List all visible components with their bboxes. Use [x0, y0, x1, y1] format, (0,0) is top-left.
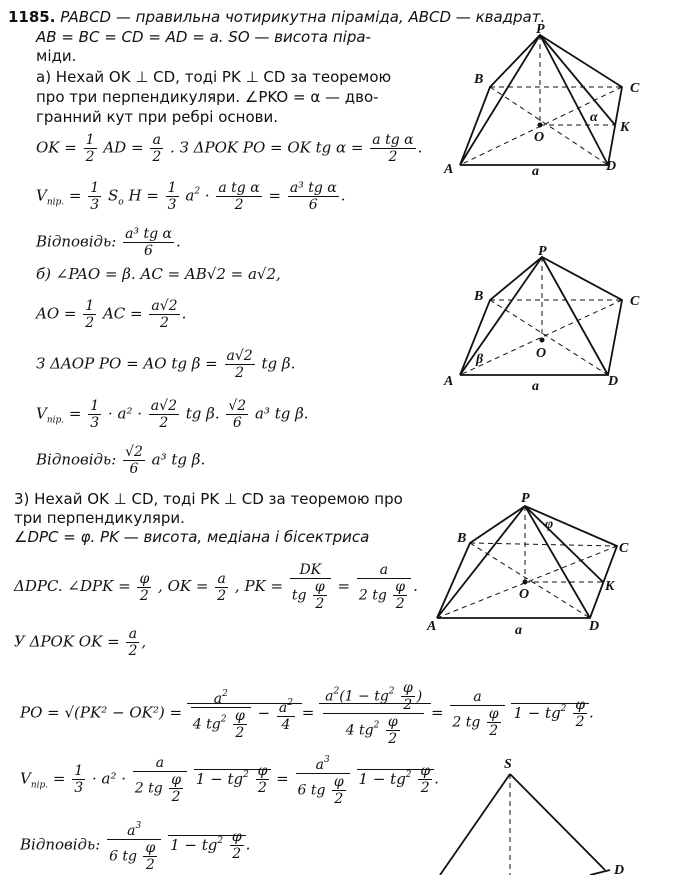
v-subscript: пір. — [46, 415, 65, 426]
fraction-third-2 — [166, 180, 179, 213]
fig3-label-a-side: a — [515, 623, 522, 638]
fig1-label-o: O — [534, 130, 545, 145]
fig3-label-c: C — [619, 541, 629, 556]
part-b-volume-formula — [36, 398, 309, 431]
cube: 3 — [323, 755, 330, 765]
den: 2 — [403, 697, 413, 713]
num: φ — [234, 708, 245, 724]
num: √2 — [228, 398, 247, 414]
radical-2 — [319, 680, 431, 747]
fig2-label-d: D — [608, 374, 619, 389]
num: a tg α — [218, 180, 260, 196]
fraction-sqrt2-over-6 — [226, 398, 248, 431]
den: 2 — [234, 197, 244, 213]
den: 2 — [575, 714, 585, 730]
equals: = — [268, 186, 282, 205]
part-a-line-3: гранний кут при ребрі основи. — [36, 108, 278, 126]
num: a — [215, 571, 228, 588]
part-b-po-formula — [36, 348, 295, 381]
phi-half — [332, 774, 346, 807]
fig2-label-a-side: a — [532, 379, 539, 394]
problem-line-3: міди. — [36, 47, 77, 65]
triangle-text: . З ΔPOK PO = OK tg α = — [170, 138, 364, 157]
den — [133, 772, 187, 805]
fraction-a-over-2 — [150, 132, 163, 165]
num: DK — [290, 562, 331, 579]
problem-line-1: PABCD — правильна чотирикутна піраміда, ABCD — квадрат. — [60, 8, 546, 26]
num: φ — [171, 771, 182, 788]
num: a — [357, 562, 411, 579]
den — [191, 708, 251, 741]
s-subscript: o — [118, 197, 124, 208]
num: φ — [314, 579, 325, 595]
pk-text: , PK = — [234, 577, 284, 595]
a: a — [127, 823, 136, 839]
den: 2 — [145, 857, 155, 873]
num — [107, 818, 161, 840]
fig1-label-a: A — [444, 162, 454, 177]
problem-header — [8, 8, 545, 26]
den: 2 — [85, 315, 95, 331]
radical — [357, 763, 435, 796]
num: φ — [145, 840, 156, 856]
fraction-asqrt2-over-2 — [149, 298, 179, 331]
fraction-atga-over-2b — [216, 180, 261, 213]
a3tgb-text: a³ tg β. — [255, 404, 309, 423]
part-a-answer: Відповідь: $\frac{\text{a³ tg α}}{6}$ . — [36, 226, 181, 259]
four-tg: 4 tg — [345, 722, 374, 739]
pyramid-figure-1 — [440, 22, 665, 185]
sq: 2 — [220, 714, 227, 725]
fig2-label-b: B — [474, 289, 484, 304]
answer-tail: a³ tg β. — [151, 450, 206, 469]
fig1-label-k: K — [620, 120, 630, 135]
fraction-phi-over-2c — [393, 579, 407, 612]
tg: tg — [291, 587, 307, 604]
num: 1 — [74, 763, 84, 779]
phi-half — [573, 697, 587, 730]
den — [450, 706, 504, 739]
fraction-phi-over-2 — [137, 571, 151, 604]
den — [323, 714, 424, 747]
fig3-label-phi: φ — [545, 517, 554, 532]
part-b-line-1: б) ∠PAO = β. AC = AB√2 = a√2, — [36, 265, 281, 283]
den: 3 — [167, 197, 177, 213]
num: φ — [257, 763, 268, 779]
a: a — [213, 691, 223, 707]
num: a³ tg α — [289, 180, 337, 196]
po-text: PO = √(PK² − OK²) = — [20, 703, 183, 722]
num — [277, 695, 295, 717]
den — [107, 840, 161, 873]
fraction-a-over-2 — [126, 626, 139, 659]
one-minus: 1 − tg — [513, 703, 561, 722]
num: a√2 — [151, 298, 178, 314]
fig3-label-a: A — [427, 619, 437, 634]
num: φ — [395, 579, 406, 595]
part-c-dpk-formula: ΔDPC. ∠DPK = $\frac{\varphi}{2}$ , OK = $\frac{a}{2}$ , PK = DK tg $\frac{\varphi}{2}$ = a 2 tg $\frac{\varphi}{2}$ . — [14, 562, 418, 612]
fraction-a-over-2tg — [450, 689, 504, 739]
den: 6 — [232, 415, 242, 431]
part-c-volume-formula: $V_{пір.}$ = $\frac{1}{3}$ · a² · a 2 tg $\frac{\varphi}{2}$ $1 - tg^2$ $\frac{\varphi}{2}$ = $a^3$ 6 tg $\frac{\varphi}{2}$ $1 - tg^2$ $\frac{\varphi}{2}$ . — [20, 752, 439, 807]
part-a-volume-formula: $V_{пір.}$ = $\frac{1}{3}$ $S_o$ H = $\frac{1}{3}$ $a^2$ · $\frac{\text{a tg α}}{2}$ = $\frac{\text{a³ tg α}}{6}$ . — [36, 180, 346, 213]
fig2-label-p: P — [538, 244, 547, 259]
den: 3 — [90, 415, 100, 431]
den: 2 — [334, 791, 344, 807]
fig3-label-o: O — [519, 587, 530, 602]
num: φ — [420, 763, 431, 779]
den: 2 — [85, 149, 95, 165]
pyramid-figure-2 — [440, 245, 665, 405]
num: φ — [575, 697, 585, 713]
num: φ — [488, 705, 499, 722]
fraction-a-over-2tg — [357, 562, 411, 612]
pyramid-figure-3 — [425, 488, 650, 643]
one-minus: 1 − tg — [358, 769, 406, 788]
den: 2 — [395, 596, 405, 612]
fig3-label-d: D — [589, 619, 600, 634]
equals: = — [68, 404, 82, 423]
ad-text: AD = — [103, 138, 144, 157]
v-subscript: пір. — [30, 780, 49, 791]
den: 6 — [144, 243, 153, 259]
fraction-asqrt2-over-2b — [225, 348, 255, 381]
fig4-label-d: D — [614, 863, 625, 875]
six-tg: 6 tg — [297, 782, 326, 799]
equals: = — [337, 577, 351, 595]
num: a — [133, 755, 187, 772]
num: φ — [231, 829, 242, 845]
sq: 2 — [243, 769, 249, 780]
num: 1 — [85, 132, 95, 148]
two-tg: 2 tg — [134, 780, 163, 796]
sq: 2 — [373, 720, 380, 731]
pyramid-figure-4 — [430, 752, 670, 875]
num: a√2 — [226, 348, 253, 364]
den: 2 — [232, 846, 242, 862]
tgb-text: tg β. — [261, 354, 296, 373]
aop-text: З ΔAOP PO = AO tg β = — [36, 354, 218, 373]
radical-1: $a^2$ 4 $tg^2$ $\frac{\varphi}{2}$ − $\frac{a^2}{4}$ — [187, 703, 302, 722]
num: a√2 — [150, 398, 177, 414]
fraction-phi-over-2b — [313, 579, 327, 612]
den — [296, 774, 350, 807]
phi-half — [487, 706, 501, 739]
radical-3 — [511, 697, 589, 730]
num: 1 — [90, 398, 100, 414]
den: 2 — [388, 731, 398, 747]
num: 1 — [167, 180, 177, 196]
part-c-pok-formula: У ΔPOK OK = $\frac{a}{2}$ , — [14, 626, 147, 659]
fraction-a-over-2 — [215, 571, 228, 604]
a: a — [315, 757, 324, 773]
part-c-line-2: три перпендикуляри. — [14, 509, 185, 527]
ok-lhs: OK = — [36, 138, 77, 157]
fraction-asqrt2-over-2c — [149, 398, 179, 431]
fig4-label-s: S — [504, 757, 512, 772]
radical — [168, 829, 246, 862]
den: 6 — [129, 461, 139, 477]
ok-text: , OK = — [158, 577, 209, 595]
part-c-answer: Відповідь: $a^3$ 6 tg $\frac{\varphi}{2}$ $1 - tg^2$ $\frac{\varphi}{2}$ . — [20, 818, 250, 873]
den: 2 — [420, 780, 430, 796]
num: φ — [387, 714, 398, 730]
two-tg: 2 tg — [358, 587, 387, 604]
phi-half — [169, 772, 183, 805]
cube: 3 — [135, 821, 142, 831]
answer-fraction — [123, 444, 145, 477]
num: a³ tg α — [125, 226, 172, 242]
fraction-third — [88, 398, 101, 431]
fraction-atga-over-2 — [370, 132, 415, 165]
part-a-ok-formula — [36, 132, 422, 165]
fraction-a-over-2tg — [133, 755, 187, 805]
den: 2 — [171, 788, 181, 805]
num: a tg α — [372, 132, 414, 148]
times-a2: · a² · — [91, 769, 127, 788]
den: 3 — [90, 197, 100, 213]
problem-line-2: AB = BC = CD = AD = a. SO — висота пірa- — [36, 28, 371, 46]
problem-number: 1185. — [8, 8, 56, 26]
den: 2 — [160, 315, 169, 331]
fig1-label-a-side: a — [532, 164, 539, 179]
fraction-a3-over-6tg — [296, 752, 350, 807]
num — [191, 686, 251, 708]
v-symbol: V — [36, 186, 47, 205]
fraction-a2-over-4 — [277, 695, 295, 733]
answer-fraction — [123, 226, 174, 259]
fig1-label-b: B — [474, 72, 484, 87]
den: 2 — [235, 365, 245, 381]
tgb-text: tg β. — [185, 404, 220, 423]
s-symbol: S — [107, 186, 119, 205]
fig3-label-p: P — [521, 491, 530, 506]
den: 2 — [217, 587, 227, 604]
fig1-label-d: D — [606, 159, 617, 174]
num: 1 — [90, 180, 100, 196]
fraction-third — [72, 763, 85, 796]
part-c-po-formula: PO = √(PK² − OK²) = $a^2$ 4 $tg^2$ $\frac{\varphi}{2}$ − $\frac{a^2}{4}$ = $a^2(1 - tg^2$ $\frac{\varphi}{2}$ ) 4 $tg^2$ $\frac{\varphi}{2}$ = a 2 tg $\frac{\varphi}{2}$ $1 - tg^2$ $\frac{\varphi}{2}$ . — [20, 680, 594, 747]
radical — [194, 763, 272, 796]
num: 1 — [85, 298, 95, 314]
den: 2 — [258, 780, 267, 796]
fig3-label-k: K — [605, 579, 615, 594]
phi-half — [233, 708, 247, 741]
fig2-label-c: C — [630, 294, 640, 309]
fig2-label-o: O — [536, 346, 547, 361]
part-a-line-2: про три перпендикуляри. ∠PKO = α — дво- — [36, 88, 379, 106]
den: 2 — [139, 587, 149, 604]
answer-label: Відповідь: — [20, 835, 101, 854]
den: 6 — [308, 197, 318, 213]
fig3-label-b: B — [457, 531, 467, 546]
fraction-result — [288, 180, 339, 213]
v-subscript: пір. — [46, 197, 65, 208]
sq: 2 — [388, 686, 395, 697]
ao-text: AO = — [36, 304, 77, 323]
a: a — [325, 688, 334, 705]
equals: = — [52, 769, 66, 788]
num: a — [450, 689, 504, 706]
den: 3 — [74, 780, 84, 796]
den: 4 — [281, 716, 291, 733]
two-tg: 2 tg — [452, 714, 481, 730]
one-minus: 1 − tg — [170, 835, 218, 854]
den — [357, 579, 411, 612]
fraction-dk-over-tg — [290, 562, 331, 612]
den: 2 — [235, 725, 245, 741]
fraction-half — [83, 298, 96, 331]
phi-half — [143, 840, 157, 873]
fraction-a2-over-4tg2 — [191, 686, 251, 741]
den — [290, 579, 331, 612]
sq: 2 — [222, 689, 228, 699]
fraction-big — [323, 680, 424, 747]
phi-half — [386, 714, 400, 747]
sq: 2 — [560, 703, 567, 714]
num: $a^2(1 - tg^2$ $\frac{\varphi}{2}$ ) — [325, 680, 423, 713]
den: 2 — [315, 596, 325, 612]
answer-label: Відповідь: — [36, 232, 117, 251]
h-text: H = — [128, 186, 159, 205]
pok-text: У ΔPOK OK = — [14, 632, 120, 651]
fig2-label-beta: β — [476, 352, 484, 367]
dot: . — [417, 138, 423, 157]
equals: = — [68, 186, 82, 205]
den: 2 — [388, 149, 398, 165]
phi-half — [256, 763, 270, 796]
den: 2 — [152, 149, 162, 165]
den: 2 — [128, 643, 138, 659]
num: a — [150, 132, 163, 149]
sq: 2 — [194, 186, 201, 197]
v-symbol: V — [20, 769, 31, 788]
num: φ — [402, 680, 413, 696]
a: a — [278, 699, 288, 716]
one-minus: 1 − tg — [195, 769, 244, 788]
num — [296, 752, 350, 774]
den: 2 — [489, 722, 499, 739]
num: a — [126, 626, 139, 643]
num: φ — [139, 570, 150, 587]
times-a2: · a² · — [107, 404, 143, 423]
part-c-line-3: ∠DPC = φ. PK — висота, медіана і бісектриса — [14, 528, 370, 546]
num: φ — [333, 774, 344, 790]
phi-half — [401, 680, 415, 713]
answer-label: Відповідь: — [36, 450, 117, 469]
fraction-half — [84, 132, 97, 165]
one-minus: 1 − tg — [344, 688, 389, 705]
fig1-label-c: C — [630, 81, 640, 96]
v-symbol: V — [36, 404, 47, 423]
den: 2 — [159, 415, 169, 431]
six-tg: 6 tg — [109, 848, 138, 865]
num: √2 — [125, 444, 143, 460]
sq: 2 — [287, 697, 293, 708]
part-b-ao-formula: AO = $\frac{1}{2}$ AC = $\frac{a√2}{2}$ . — [36, 298, 187, 331]
a-symbol: a — [185, 186, 195, 205]
fraction-third — [88, 180, 101, 213]
four-tg: 4 tg — [192, 716, 221, 733]
sq: 2 — [333, 686, 340, 697]
answer-fraction — [107, 818, 161, 873]
fig1-label-p: P — [536, 22, 545, 37]
ac-text: AC = — [102, 304, 143, 323]
sq: 2 — [217, 835, 224, 846]
phi-half — [230, 829, 244, 862]
fig1-label-alpha: α — [590, 110, 598, 125]
dpc-text: ΔDPC. ∠DPK = — [14, 577, 131, 595]
part-a-line-1: а) Нехай OK ⊥ CD, тоді PK ⊥ CD за теоремою — [36, 68, 392, 86]
part-b-answer — [36, 444, 205, 477]
sq: 2 — [405, 769, 412, 780]
fig2-label-a: A — [444, 374, 454, 389]
part-c-line-1: 3) Нехай OK ⊥ CD, тоді PK ⊥ CD за теоремою про — [14, 490, 403, 508]
